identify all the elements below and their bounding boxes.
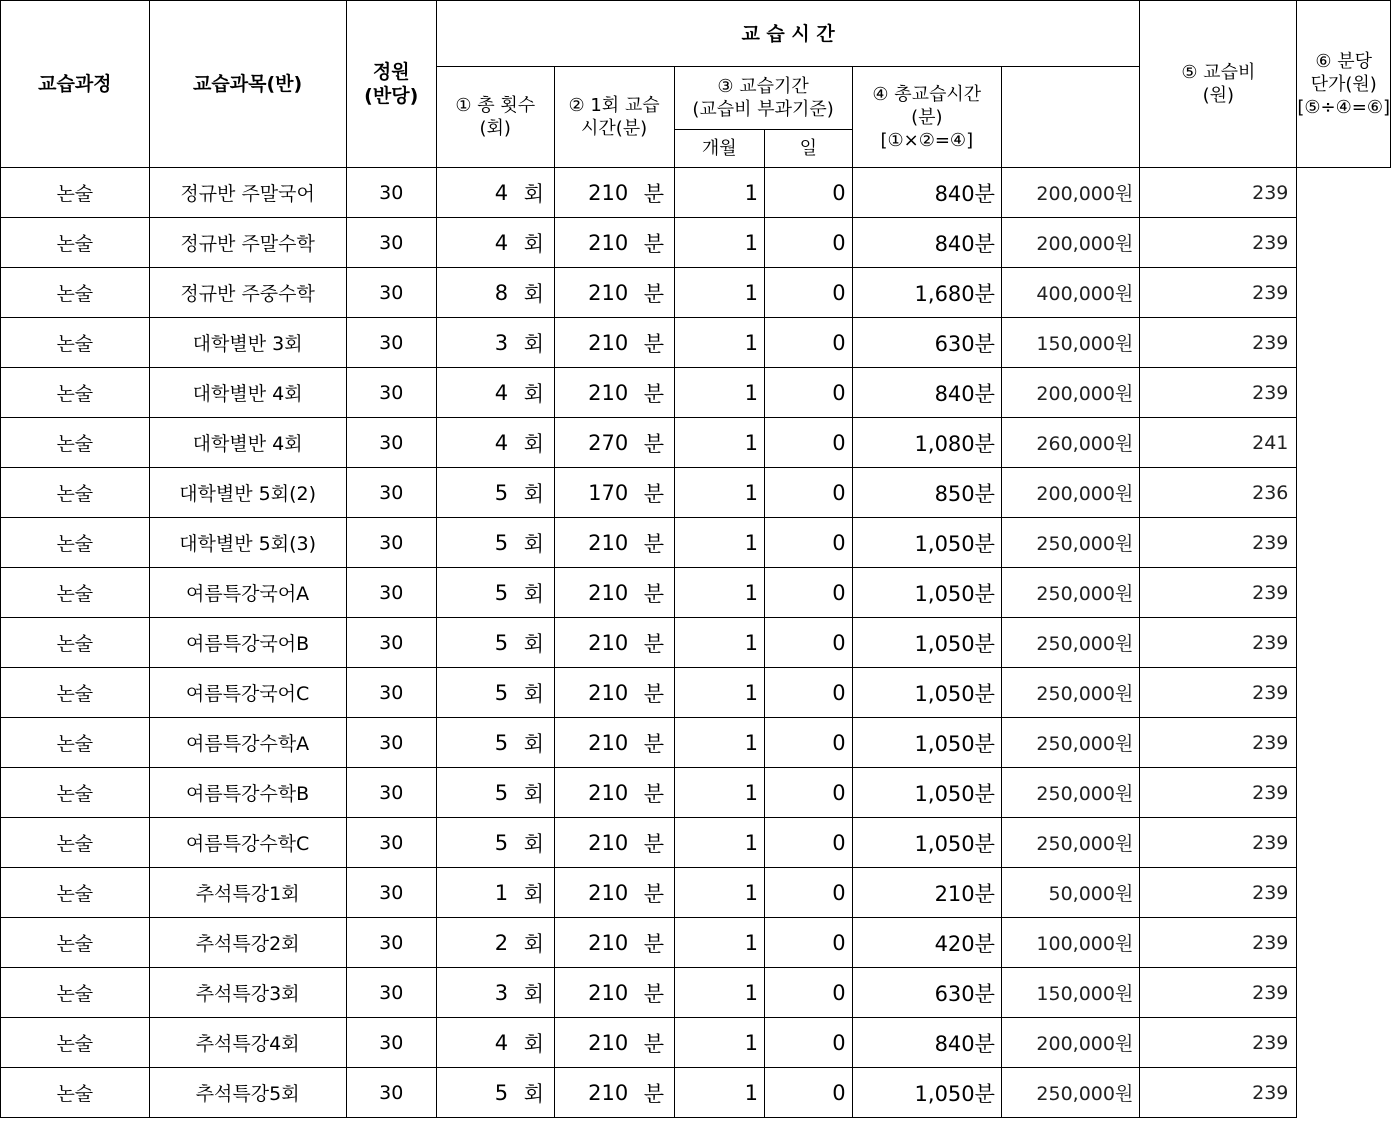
row-count-unit: 회: [514, 618, 554, 668]
row-months: 1: [674, 868, 764, 918]
row-months: 1: [674, 718, 764, 768]
row-months: 1: [674, 668, 764, 718]
row-course: 논술: [1, 218, 150, 268]
row-per-minute-price: 239: [1140, 768, 1297, 818]
row-count: 5: [436, 568, 514, 618]
row-per-minute-price: 239: [1140, 1018, 1297, 1068]
header-period-day: 일: [764, 130, 852, 168]
row-course: 논술: [1, 468, 150, 518]
row-total-time: 630분: [852, 318, 1001, 368]
row-minutes-unit: 분: [634, 868, 674, 918]
row-total-time: 1,050분: [852, 768, 1001, 818]
row-days: 0: [764, 268, 852, 318]
row-capacity: 30: [346, 1068, 436, 1118]
row-capacity: 30: [346, 718, 436, 768]
row-fee: 200,000원: [1001, 1018, 1139, 1068]
row-course: 논술: [1, 618, 150, 668]
row-total-time: 1,050분: [852, 668, 1001, 718]
row-minutes-unit: 분: [634, 168, 674, 218]
row-count: 5: [436, 1068, 514, 1118]
row-count-unit: 회: [514, 968, 554, 1018]
row-months: 1: [674, 418, 764, 468]
header-per-session: [554, 67, 674, 168]
row-count: 5: [436, 818, 514, 868]
row-days: 0: [764, 768, 852, 818]
row-total-time: 1,050분: [852, 618, 1001, 668]
row-course: 논술: [1, 718, 150, 768]
row-total-time: 420분: [852, 918, 1001, 968]
row-subject: 추석특강2회: [149, 918, 346, 968]
row-days: 0: [764, 168, 852, 218]
row-days: 0: [764, 1018, 852, 1068]
header-total-count-line2: (회): [479, 118, 511, 139]
table-row: [1, 568, 1391, 618]
table-row: [1, 268, 1391, 318]
row-count: 5: [436, 618, 514, 668]
row-minutes: 210: [554, 818, 634, 868]
row-count-unit: 회: [514, 1068, 554, 1118]
row-months: 1: [674, 968, 764, 1018]
row-minutes: 210: [554, 868, 634, 918]
row-subject: 대학별반 3회: [149, 318, 346, 368]
row-subject: 여름특강국어B: [149, 618, 346, 668]
row-capacity: 30: [346, 468, 436, 518]
row-days: 0: [764, 518, 852, 568]
table-row: [1, 818, 1391, 868]
row-course: 논술: [1, 568, 150, 618]
row-subject: 여름특강수학C: [149, 818, 346, 868]
row-total-time: 630분: [852, 968, 1001, 1018]
row-subject: 정규반 주말국어: [149, 168, 346, 218]
header-course: 교습과정: [1, 1, 150, 168]
row-count: 5: [436, 768, 514, 818]
header-capacity: [346, 1, 436, 168]
row-fee: 200,000원: [1001, 368, 1139, 418]
row-minutes-unit: 분: [634, 568, 674, 618]
row-subject: 대학별반 4회: [149, 418, 346, 468]
row-minutes: 210: [554, 1018, 634, 1068]
row-capacity: 30: [346, 218, 436, 268]
row-minutes: 210: [554, 1068, 634, 1118]
row-minutes-unit: 분: [634, 718, 674, 768]
row-minutes-unit: 분: [634, 818, 674, 868]
table-row: [1, 668, 1391, 718]
row-total-time: 1,050분: [852, 1068, 1001, 1118]
row-fee: 250,000원: [1001, 818, 1139, 868]
row-minutes: 210: [554, 368, 634, 418]
row-days: 0: [764, 968, 852, 1018]
row-minutes-unit: 분: [634, 268, 674, 318]
row-per-minute-price: 239: [1140, 968, 1297, 1018]
row-days: 0: [764, 668, 852, 718]
row-minutes-unit: 분: [634, 918, 674, 968]
row-minutes: 210: [554, 918, 634, 968]
table-header: [1, 1, 1391, 168]
row-count: 4: [436, 168, 514, 218]
row-course: 논술: [1, 168, 150, 218]
row-days: 0: [764, 218, 852, 268]
row-minutes-unit: 분: [634, 768, 674, 818]
row-minutes-unit: 분: [634, 368, 674, 418]
row-months: 1: [674, 618, 764, 668]
row-count-unit: 회: [514, 268, 554, 318]
row-subject: 여름특강수학A: [149, 718, 346, 768]
row-days: 0: [764, 418, 852, 468]
row-count: 3: [436, 968, 514, 1018]
row-months: 1: [674, 518, 764, 568]
row-fee: 200,000원: [1001, 468, 1139, 518]
row-months: 1: [674, 168, 764, 218]
row-minutes-unit: 분: [634, 418, 674, 468]
row-minutes: 210: [554, 518, 634, 568]
header-total-time-line2: (분): [911, 106, 943, 128]
row-count-unit: 회: [514, 818, 554, 868]
row-course: 논술: [1, 768, 150, 818]
row-subject: 추석특강5회: [149, 1068, 346, 1118]
row-minutes: 210: [554, 318, 634, 368]
row-capacity: 30: [346, 268, 436, 318]
table-row: [1, 1068, 1391, 1118]
table-row: [1, 1018, 1391, 1068]
row-capacity: 30: [346, 918, 436, 968]
row-minutes: 210: [554, 668, 634, 718]
row-minutes-unit: 분: [634, 1018, 674, 1068]
header-unit-price-line2: 단가(원): [1310, 73, 1377, 95]
row-count-unit: 회: [514, 568, 554, 618]
row-months: 1: [674, 218, 764, 268]
row-subject: 정규반 주중수학: [149, 268, 346, 318]
row-per-minute-price: 239: [1140, 218, 1297, 268]
row-minutes-unit: 분: [634, 218, 674, 268]
row-count-unit: 회: [514, 168, 554, 218]
row-per-minute-price: 239: [1140, 168, 1297, 218]
header-unit-price: [1297, 1, 1391, 168]
header-total-count-line1: ① 총 횟수: [455, 95, 536, 116]
row-total-time: 1,050분: [852, 518, 1001, 568]
row-course: 논술: [1, 818, 150, 868]
row-capacity: 30: [346, 1018, 436, 1068]
row-count-unit: 회: [514, 918, 554, 968]
row-course: 논술: [1, 868, 150, 918]
row-total-time: 1,680분: [852, 268, 1001, 318]
row-total-time: 850분: [852, 468, 1001, 518]
table-row: [1, 168, 1391, 218]
row-minutes: 210: [554, 218, 634, 268]
row-course: 논술: [1, 368, 150, 418]
row-per-minute-price: 239: [1140, 518, 1297, 568]
row-subject: 추석특강3회: [149, 968, 346, 1018]
row-capacity: 30: [346, 618, 436, 668]
row-fee: 250,000원: [1001, 668, 1139, 718]
row-course: 논술: [1, 518, 150, 568]
row-count-unit: 회: [514, 1018, 554, 1068]
row-days: 0: [764, 468, 852, 518]
row-course: 논술: [1, 968, 150, 1018]
header-fee: [1140, 1, 1297, 168]
header-period-line2: (교습비 부과기준): [692, 99, 834, 120]
row-days: 0: [764, 318, 852, 368]
header-total-time-line1: ④ 총교습시간: [872, 83, 982, 105]
row-capacity: 30: [346, 518, 436, 568]
row-count: 4: [436, 1018, 514, 1068]
row-count-unit: 회: [514, 218, 554, 268]
table-row: [1, 968, 1391, 1018]
row-count-unit: 회: [514, 418, 554, 468]
row-days: 0: [764, 368, 852, 418]
row-count-unit: 회: [514, 368, 554, 418]
header-subject: 교습과목(반): [149, 1, 346, 168]
row-per-minute-price: 236: [1140, 468, 1297, 518]
table-row: [1, 718, 1391, 768]
row-months: 1: [674, 368, 764, 418]
header-per-session-line1: ② 1회 교습: [568, 95, 660, 116]
row-fee: 250,000원: [1001, 618, 1139, 668]
row-capacity: 30: [346, 318, 436, 368]
row-minutes: 210: [554, 718, 634, 768]
row-subject: 대학별반 4회: [149, 368, 346, 418]
row-count-unit: 회: [514, 468, 554, 518]
row-total-time: 210분: [852, 868, 1001, 918]
row-per-minute-price: 239: [1140, 568, 1297, 618]
table-row: [1, 918, 1391, 968]
row-count: 4: [436, 218, 514, 268]
row-minutes: 270: [554, 418, 634, 468]
row-minutes: 210: [554, 768, 634, 818]
table-row: [1, 518, 1391, 568]
row-capacity: 30: [346, 668, 436, 718]
header-unit-price-line1: ⑥ 분당: [1315, 50, 1372, 72]
row-capacity: 30: [346, 568, 436, 618]
row-total-time: 1,050분: [852, 718, 1001, 768]
row-minutes: 170: [554, 468, 634, 518]
header-total-time-line3: [①×②=④]: [880, 129, 974, 151]
table-row: [1, 468, 1391, 518]
row-per-minute-price: 239: [1140, 318, 1297, 368]
row-count: 1: [436, 868, 514, 918]
row-capacity: 30: [346, 968, 436, 1018]
row-fee: 100,000원: [1001, 918, 1139, 968]
row-months: 1: [674, 268, 764, 318]
row-fee: 250,000원: [1001, 768, 1139, 818]
row-months: 1: [674, 918, 764, 968]
table-body: [1, 168, 1391, 1118]
row-days: 0: [764, 918, 852, 968]
row-minutes: 210: [554, 268, 634, 318]
header-total-count: [436, 67, 554, 168]
row-subject: 정규반 주말수학: [149, 218, 346, 268]
row-days: 0: [764, 818, 852, 868]
row-total-time: 840분: [852, 368, 1001, 418]
row-fee: 250,000원: [1001, 568, 1139, 618]
header-capacity-line1: 정원: [372, 61, 410, 83]
row-count: 5: [436, 518, 514, 568]
row-minutes: 210: [554, 618, 634, 668]
row-per-minute-price: 239: [1140, 718, 1297, 768]
row-course: 논술: [1, 668, 150, 718]
header-fee-line1: ⑤ 교습비: [1181, 62, 1256, 83]
row-minutes: 210: [554, 968, 634, 1018]
row-count: 4: [436, 418, 514, 468]
row-count: 3: [436, 318, 514, 368]
row-per-minute-price: 239: [1140, 818, 1297, 868]
row-course: 논술: [1, 318, 150, 368]
row-total-time: 840분: [852, 218, 1001, 268]
row-total-time: 1,050분: [852, 818, 1001, 868]
row-months: 1: [674, 1018, 764, 1068]
row-fee: 150,000원: [1001, 318, 1139, 368]
row-days: 0: [764, 718, 852, 768]
row-count-unit: 회: [514, 518, 554, 568]
row-months: 1: [674, 768, 764, 818]
table-row: [1, 618, 1391, 668]
row-count: 8: [436, 268, 514, 318]
row-subject: 대학별반 5회(2): [149, 468, 346, 518]
row-subject: 대학별반 5회(3): [149, 518, 346, 568]
table-row: [1, 318, 1391, 368]
header-total-time: [852, 67, 1001, 168]
row-course: 논술: [1, 918, 150, 968]
table-row: [1, 868, 1391, 918]
row-subject: 여름특강수학B: [149, 768, 346, 818]
row-count: 5: [436, 468, 514, 518]
row-minutes: 210: [554, 568, 634, 618]
row-fee: 150,000원: [1001, 968, 1139, 1018]
row-capacity: 30: [346, 868, 436, 918]
table-row: [1, 768, 1391, 818]
row-months: 1: [674, 818, 764, 868]
row-fee: 260,000원: [1001, 418, 1139, 468]
row-count-unit: 회: [514, 768, 554, 818]
row-fee: 250,000원: [1001, 1068, 1139, 1118]
row-subject: 추석특강4회: [149, 1018, 346, 1068]
header-period-line1: ③ 교습기간: [717, 76, 809, 97]
table-row: [1, 218, 1391, 268]
row-per-minute-price: 239: [1140, 918, 1297, 968]
row-subject: 여름특강국어C: [149, 668, 346, 718]
row-fee: 200,000원: [1001, 218, 1139, 268]
row-per-minute-price: 239: [1140, 618, 1297, 668]
row-subject: 여름특강국어A: [149, 568, 346, 618]
row-count-unit: 회: [514, 868, 554, 918]
row-months: 1: [674, 318, 764, 368]
row-capacity: 30: [346, 768, 436, 818]
row-per-minute-price: 239: [1140, 368, 1297, 418]
header-capacity-line2: (반당): [364, 85, 419, 107]
row-count: 2: [436, 918, 514, 968]
row-course: 논술: [1, 418, 150, 468]
row-subject: 추석특강1회: [149, 868, 346, 918]
row-days: 0: [764, 618, 852, 668]
table-row: [1, 418, 1391, 468]
row-per-minute-price: 239: [1140, 668, 1297, 718]
row-count-unit: 회: [514, 668, 554, 718]
row-minutes-unit: 분: [634, 518, 674, 568]
row-minutes-unit: 분: [634, 1068, 674, 1118]
table-row: [1, 368, 1391, 418]
row-capacity: 30: [346, 818, 436, 868]
row-course: 논술: [1, 1018, 150, 1068]
row-fee: 250,000원: [1001, 518, 1139, 568]
row-minutes-unit: 분: [634, 968, 674, 1018]
row-capacity: 30: [346, 168, 436, 218]
row-capacity: 30: [346, 418, 436, 468]
row-months: 1: [674, 568, 764, 618]
header-fee-line2: (원): [1202, 85, 1235, 106]
row-total-time: 840분: [852, 1018, 1001, 1068]
header-period-month: 개월: [674, 130, 764, 168]
header-period: [674, 67, 852, 130]
row-per-minute-price: 239: [1140, 868, 1297, 918]
row-total-time: 1,050분: [852, 568, 1001, 618]
row-total-time: 840분: [852, 168, 1001, 218]
row-fee: 200,000원: [1001, 168, 1139, 218]
row-per-minute-price: 241: [1140, 418, 1297, 468]
row-minutes-unit: 분: [634, 318, 674, 368]
header-unit-price-line3: [⑤÷④=⑥]: [1297, 96, 1390, 118]
row-capacity: 30: [346, 368, 436, 418]
row-fee: 400,000원: [1001, 268, 1139, 318]
row-count: 5: [436, 718, 514, 768]
row-per-minute-price: 239: [1140, 268, 1297, 318]
row-count-unit: 회: [514, 318, 554, 368]
row-count: 4: [436, 368, 514, 418]
row-minutes: 210: [554, 168, 634, 218]
header-time-group: 교 습 시 간: [436, 1, 1140, 67]
row-months: 1: [674, 468, 764, 518]
row-minutes-unit: 분: [634, 468, 674, 518]
row-minutes-unit: 분: [634, 618, 674, 668]
row-fee: 50,000원: [1001, 868, 1139, 918]
row-minutes-unit: 분: [634, 668, 674, 718]
row-count-unit: 회: [514, 718, 554, 768]
row-total-time: 1,080분: [852, 418, 1001, 468]
row-days: 0: [764, 1068, 852, 1118]
row-months: 1: [674, 1068, 764, 1118]
row-fee: 250,000원: [1001, 718, 1139, 768]
row-days: 0: [764, 568, 852, 618]
row-count: 5: [436, 668, 514, 718]
row-days: 0: [764, 868, 852, 918]
row-course: 논술: [1, 1068, 150, 1118]
row-per-minute-price: 239: [1140, 1068, 1297, 1118]
row-course: 논술: [1, 268, 150, 318]
header-per-session-line2: 시간(분): [580, 118, 648, 139]
